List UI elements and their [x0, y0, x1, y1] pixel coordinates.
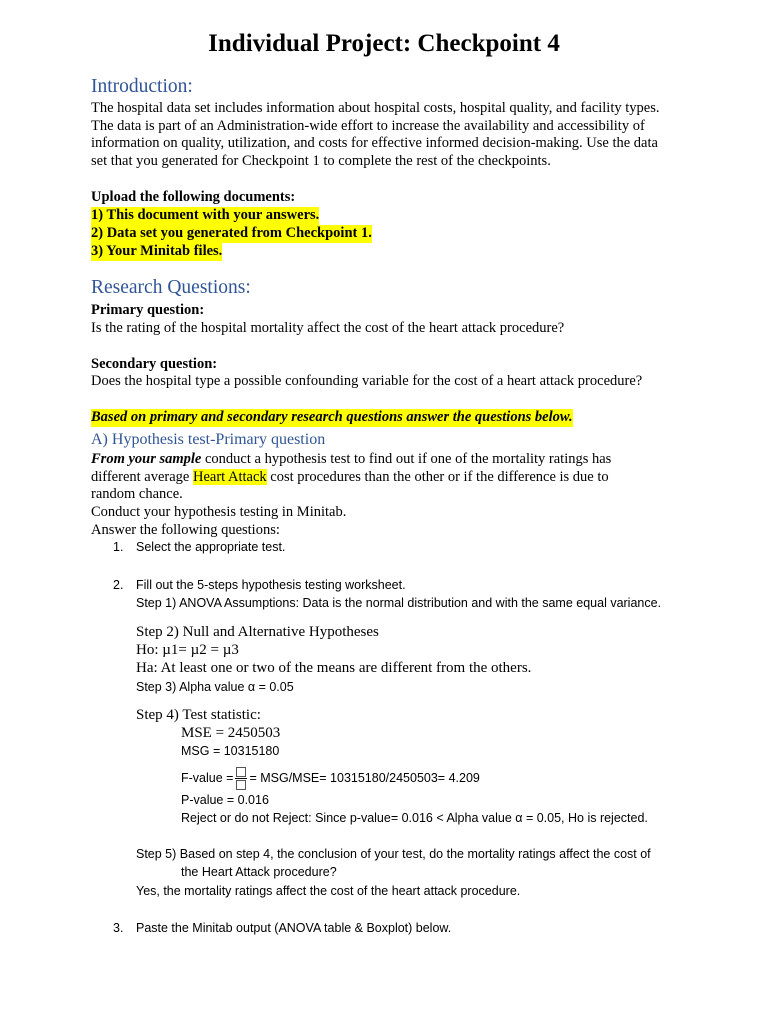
step-2: Step 2) Null and Alternative Hypotheses	[136, 624, 379, 640]
answer-text: Answer the following questions:	[91, 522, 280, 538]
list-number: 3.	[113, 921, 124, 935]
primary-question-text: Is the rating of the hospital mortality affect the cost of the heart attack procedure?	[91, 320, 565, 336]
research-instruction: Based on primary and secondary research questions answer the questions below.	[91, 409, 573, 425]
heart-attack-highlight: Heart Attack	[192, 468, 267, 485]
step-5-answer: Yes, the mortality ratings affect the cost of the heart attack procedure.	[136, 884, 521, 898]
f-value-calculation: = MSG/MSE= 10315180/2450503= 4.209	[249, 770, 480, 785]
question-3: Paste the Minitab output (ANOVA table & Boxplot) below.	[136, 921, 452, 935]
page-title: Individual Project: Checkpoint 4	[208, 30, 560, 57]
step-5: Step 5) Based on step 4, the conclusion of your test, do the mortality ratings affect the cost of	[136, 847, 651, 861]
section-a-paragraph	[91, 451, 651, 504]
list-number: 2.	[113, 578, 124, 592]
alternative-hypothesis: Ha: At least one or two of the means are different from the others.	[136, 660, 532, 676]
question-1: Select the appropriate test.	[136, 540, 286, 554]
paragraph-text: conduct a hypothesis test to find out if one of the mortality ratings has different average	[91, 451, 612, 485]
step-1: Step 1) ANOVA Assumptions: Data is the normal distribution and with the same equal variance.	[136, 596, 662, 610]
from-your-sample: From your sample	[91, 451, 202, 467]
secondary-question-text: Does the hospital type a possible confounding variable for the cost of a heart attack procedure?	[91, 373, 643, 389]
research-heading: Research Questions:	[91, 277, 251, 298]
conduct-text: Conduct your hypothesis testing in Minitab.	[91, 504, 347, 520]
f-value-label: F-value =	[181, 770, 234, 785]
step-4: Step 4) Test statistic:	[136, 707, 261, 723]
null-hypothesis: Ho: µ1= µ2 = µ3	[136, 642, 239, 658]
section-a-heading: A) Hypothesis test-Primary question	[91, 431, 326, 448]
upload-item: 1) This document with your answers.	[91, 207, 320, 223]
msg-value: MSG = 10315180	[181, 744, 280, 758]
reject-decision: Reject or do not Reject: Since p-value= 0.016 < Alpha value α = 0.05, Ho is rejected.	[181, 811, 648, 825]
f-value	[181, 767, 480, 790]
introduction-paragraph: The hospital data set includes information about hospital costs, hospital quality, and facility types. The data is part of an Administration-wide effort to increase the availability and accessibility of information on quality, utilization, and costs for effective informed decision-making. Use the data set that you generated for Checkpoint 1 to complete the rest of the checkpoints.	[91, 100, 660, 169]
secondary-question-label: Secondary question:	[91, 356, 218, 372]
step-3: Step 3) Alpha value α = 0.05	[136, 680, 294, 694]
upload-item: 2) Data set you generated from Checkpoint 1.	[91, 225, 372, 241]
fraction-icon	[235, 767, 247, 790]
upload-item: 3) Your Minitab files.	[91, 243, 223, 259]
upload-label: Upload the following documents:	[91, 189, 296, 205]
introduction-heading: Introduction:	[91, 76, 193, 97]
p-value: P-value = 0.016	[181, 793, 269, 807]
mse-value: MSE = 2450503	[181, 725, 281, 741]
list-number: 1.	[113, 540, 124, 554]
primary-question-label: Primary question:	[91, 302, 205, 318]
question-2: Fill out the 5-steps hypothesis testing worksheet.	[136, 578, 406, 592]
step-5-continued: the Heart Attack procedure?	[181, 865, 337, 879]
paragraph-text: cost procedures than the other or if the difference is due to random chance.	[91, 468, 609, 502]
